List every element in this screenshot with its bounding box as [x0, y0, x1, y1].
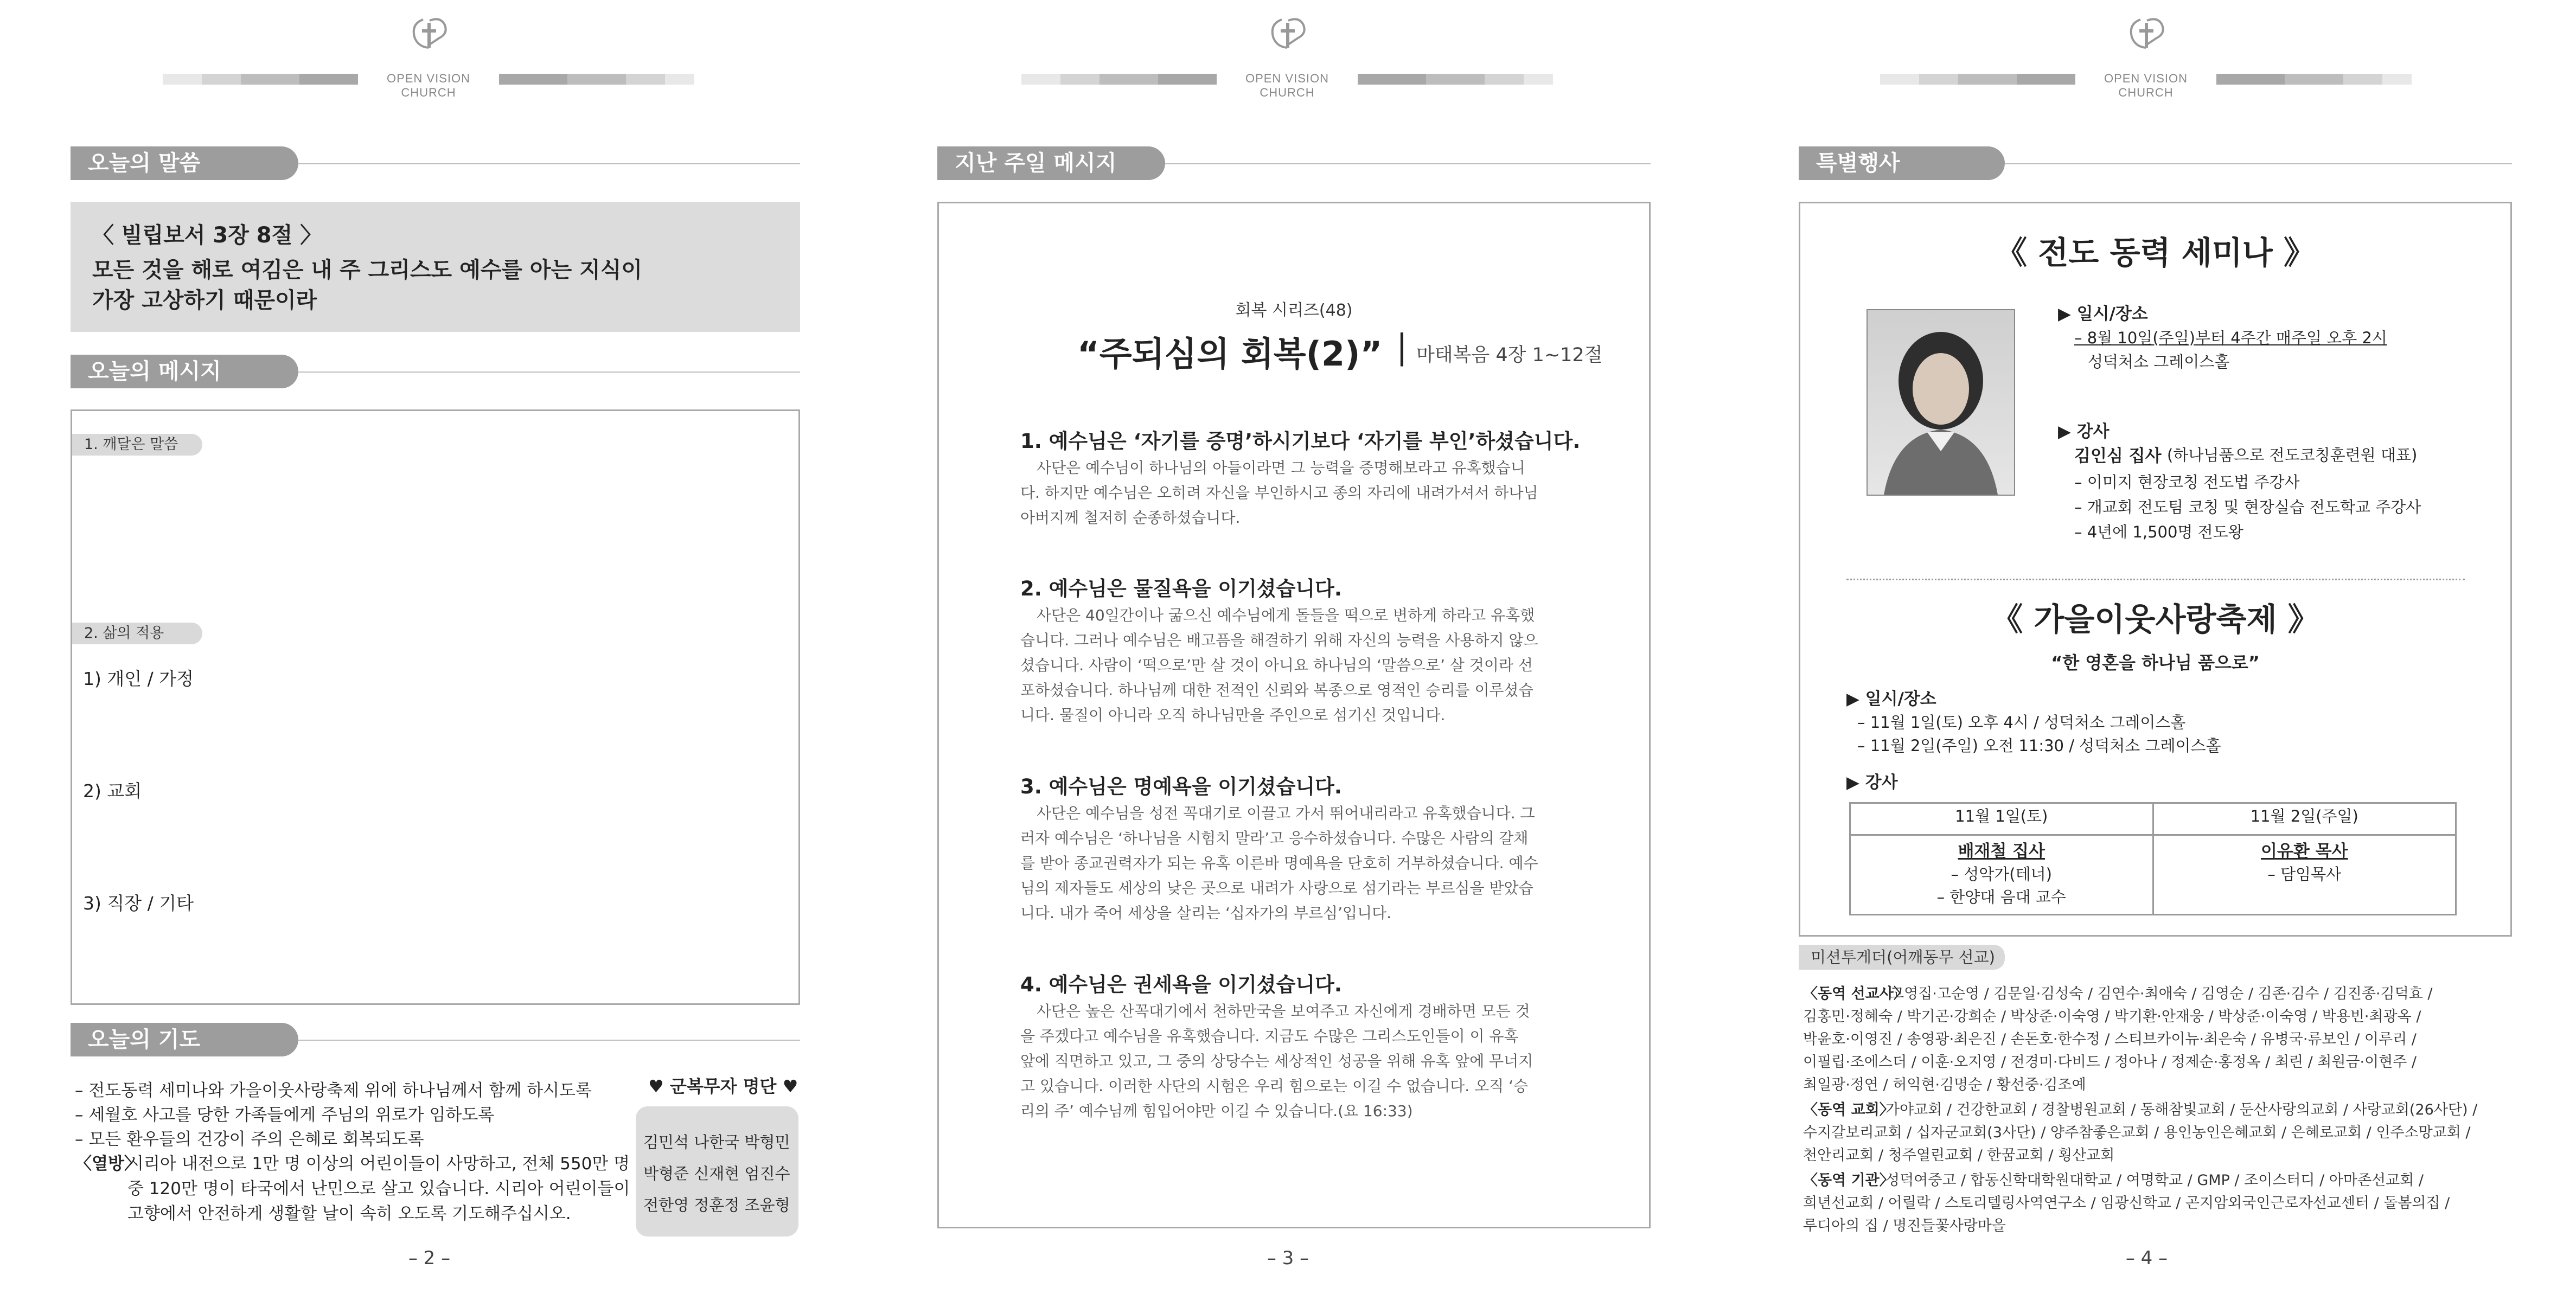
sermon-point-text: 다. 하지만 예수님은 오히려 자신을 부인하시고 종의 자리에 내려가셔서 하나님	[1020, 484, 1538, 502]
sermon-point-text: 사단은 예수님이 하나님의 아들이라면 그 능력을 증명해보라고 유혹했습니	[1037, 459, 1525, 477]
church-logo-icon	[1267, 15, 1310, 53]
mission-group-line: 천안리교회 / 청주열린교회 / 한꿈교회 / 횡산교회	[1803, 1147, 2115, 1164]
seminar-speaker-bio: – 개교회 전도팀 코칭 및 현장실습 전도학교 주강사	[2074, 498, 2421, 516]
events-divider	[1846, 579, 2465, 580]
mission-group-label: 〈동역 기관〉	[1803, 1172, 1894, 1189]
church-logo-icon	[408, 15, 451, 53]
page-number: – 3 –	[1267, 1247, 1309, 1269]
sermon-point-heading: 2. 예수님은 물질욕을 이기셨습니다.	[1020, 577, 1342, 600]
header-strip-right	[2216, 74, 2412, 85]
page-4	[1717, 0, 2576, 1294]
seminar-speaker-bio: – 이미지 현장코칭 전도법 주강사	[2074, 473, 2300, 491]
application-church: 2) 교회	[83, 780, 142, 802]
seminar-title: 《 전도 동력 세미나 》	[1996, 234, 2315, 271]
festival-speakers-table	[1849, 802, 2457, 915]
mission-group-line: 희년선교회 / 어릴락 / 스토리텔링사역연구소 / 임광신학교 / 곤지암외국인근로자선교센터 / 돌봄의집 /	[1803, 1195, 2450, 1212]
sermon-box	[937, 202, 1651, 1228]
sermon-scripture: 마태복음 4장 1~12절	[1416, 344, 1603, 366]
sermon-point-text: 를 받아 종교권력자가 되는 유혹 이른바 명예욕을 단호히 거부하셨습니다. 예수	[1020, 854, 1538, 872]
sermon-title-separator: |	[1396, 327, 1408, 367]
church-header	[0, 15, 859, 99]
military-list-row: 전한영 정훈정 조윤형	[643, 1196, 790, 1214]
today-word-tag: 오늘의 말씀	[71, 146, 298, 180]
mission-group-line: 이필립·조에스더 / 이훈·오지영 / 전경미·다비드 / 정아나 / 정제순·홍정옥 / 최린 / 최원금·이현주 /	[1803, 1054, 2417, 1071]
sermon-title: “주되심의 회복(2)”	[1077, 334, 1383, 374]
today-message-tag: 오늘의 메시지	[71, 355, 298, 388]
festival-title: 《 가을이웃사랑축제 》	[1991, 601, 2319, 638]
festival-speaker-label: ▶ 강사	[1846, 773, 1898, 792]
sermon-point-text: 사단은 예수님을 성전 꼭대기로 이끌고 가서 뛰어내리라고 유혹했습니다. 그	[1037, 804, 1535, 822]
military-list-row: 박형준 신재현 엄진수	[643, 1164, 790, 1183]
sermon-point-text: 포하셨습니다. 하나님께 대한 전적인 신뢰와 복종으로 영적인 승리를 이루셨습	[1020, 681, 1533, 699]
speaker-portrait-icon	[1868, 310, 2014, 495]
header-strip-left	[1880, 74, 2075, 85]
sermon-point-text: 아버지께 철저히 순종하셨습니다.	[1020, 509, 1241, 527]
header-strip-left	[163, 74, 358, 85]
church-header	[1717, 15, 2576, 99]
sermon-point-text: 리의 주’ 예수님께 힘입어야만 이길 수 있습니다.(요 16:33)	[1020, 1102, 1413, 1120]
tag-divider	[298, 1040, 800, 1041]
sermon-point-text: 셨습니다. 사람이 ‘떡으로’만 살 것이 아니요 하나님의 ‘말씀으로’ 살 것이라 선	[1020, 656, 1533, 674]
sermon-point-heading: 4. 예수님은 권세욕을 이기셨습니다.	[1020, 973, 1342, 996]
sermon-point-text: 러자 예수님은 ‘하나님을 시험치 말라’고 응수하셨습니다. 수많은 사람의 갈채	[1020, 829, 1529, 847]
mission-group-label: 〈동역 선교사〉	[1803, 985, 1908, 1002]
sermon-point-text: 니다. 물질이 아니라 오직 하나님만을 주인으로 섬기신 것입니다.	[1020, 706, 1446, 724]
festival-when-label: ▶ 일시/장소	[1846, 689, 1936, 709]
table-header-day1: 11월 1일(토)	[1850, 803, 2153, 835]
page-number: – 4 –	[2125, 1247, 2168, 1269]
seminar-when-date: – 8월 10일(주일)부터 4주간 매주일 오후 2시	[2074, 329, 2387, 347]
sermon-series: 회복 시리즈(48)	[1235, 301, 1353, 320]
military-list-row: 김민석 나한국 박형민	[643, 1133, 790, 1151]
message-notes-box	[71, 409, 800, 1005]
speaker-detail: – 한양대 음대 교수	[1936, 888, 2066, 906]
sermon-point-heading: 1. 예수님은 ‘자기를 증명’하시기보다 ‘자기를 부인’하셨습니다.	[1020, 430, 1581, 453]
special-event-tag: 특별행사	[1799, 146, 2005, 180]
festival-subtitle: “한 영혼을 하나님 품으로”	[2051, 652, 2260, 673]
church-name: OPEN VISION CHURCH	[1245, 72, 1329, 99]
header-strip-right	[1358, 74, 1553, 85]
last-sunday-message-tag: 지난 주일 메시지	[937, 146, 1165, 180]
speaker-cell-day1	[1850, 835, 2153, 915]
header-strip-right	[499, 74, 694, 85]
sermon-point-text: 습니다. 그러나 예수님은 배고픔을 해결하기 위해 자신의 능력을 사용하지 않으	[1020, 631, 1538, 649]
mission-group-line: 고영집·고순영 / 김문일·김성숙 / 김연수·최애숙 / 김영순 / 김존·김수 / 김진종·김덕효 /	[1890, 985, 2433, 1002]
military-list-title: ♥ 군복무자 명단 ♥	[648, 1076, 798, 1097]
verse-line-1: 모든 것을 해로 여김은 내 주 그리스도 예수를 아는 지식이	[92, 258, 643, 283]
mission-group-line: 김홍민·정혜숙 / 박기곤·강희순 / 박상준·이숙영 / 박기환·안재웅 / 박상준·이숙영 / 박용빈·최광옥 /	[1803, 1008, 2421, 1025]
military-list-box	[636, 1106, 798, 1237]
events-box	[1799, 202, 2512, 937]
prayer-item: – 세월호 사고를 당한 가족들에게 주님의 위로가 임하도록	[75, 1105, 495, 1125]
prayer-item: – 전도동력 세미나와 가을이웃사랑축제 위에 하나님께서 함께 하시도록	[75, 1081, 592, 1100]
speaker-name: 이유환 목사	[2260, 842, 2348, 861]
speaker-detail: – 성악가(테너)	[1951, 865, 2052, 883]
prayer-item: – 모든 환우들의 건강이 주의 은혜로 회복되도록	[75, 1130, 424, 1149]
verse-box	[71, 202, 800, 332]
tag-divider	[1165, 163, 1651, 164]
mission-group-line: 성덕여중고 / 합동신학대학원대학교 / 여명학교 / GMP / 조이스터디 / 아마존선교회 /	[1885, 1172, 2424, 1189]
sermon-point-text: 을 주겠다고 예수님을 유혹했습니다. 지금도 수많은 그리스도인들이 이 유혹	[1020, 1027, 1519, 1045]
mission-group-line: 최일광·정연 / 허익현·김명순 / 황선중·김조예	[1803, 1077, 2086, 1093]
church-header	[859, 15, 1717, 99]
seminar-speaker-name: 김인심 집사	[2074, 446, 2162, 466]
mission-together-pill: 미션투게더(어깨동무 선교)	[1799, 945, 2005, 970]
life-application-pill: 2. 삶의 적용	[72, 623, 202, 644]
seminar-speaker-bio: – 4년에 1,500명 전도왕	[2074, 523, 2243, 541]
mission-group-line: 루디아의 집 / 명진들꽃사랑마을	[1803, 1218, 2006, 1234]
application-work: 3) 직장 / 기타	[83, 893, 194, 914]
sermon-point-text: 앞에 직면하고 있고, 그 중의 상당수는 세상적인 성공을 위해 유혹 앞에 무너지	[1020, 1052, 1533, 1070]
today-prayer-tag: 오늘의 기도	[71, 1023, 298, 1056]
speaker-detail: – 담임목사	[2267, 865, 2342, 883]
prayer-nations-line-1: 시리아 내전으로 1만 명 이상의 어린이들이 사망하고, 전체 550만 명	[127, 1154, 630, 1174]
application-personal: 1) 개인 / 가정	[83, 668, 194, 689]
sermon-point-text: 사단은 40일간이나 굶으신 예수님에게 돌들을 떡으로 변하게 하라고 유혹했	[1037, 606, 1535, 624]
speaker-cell-day2	[2153, 835, 2456, 915]
seminar-when-label: ▶ 일시/장소	[2058, 304, 2148, 324]
festival-when-item: – 11월 2일(주일) 오전 11:30 / 성덕처소 그레이스홀	[1857, 736, 2221, 755]
verse-reference: 〈 빌립보서 3장 8절 〉	[92, 223, 322, 248]
prayer-nations-line-2: 중 120만 명이 타국에서 난민으로 살고 있습니다. 시리아 어린이들이	[127, 1179, 630, 1199]
page-2	[0, 0, 859, 1294]
church-name: OPEN VISION CHURCH	[2104, 72, 2188, 99]
mission-group-line: 박윤호·이영진 / 송영광·최은진 / 손돈호·한수정 / 스티브카이뉴·최은숙 / 유병국·류보인 / 이루리 /	[1803, 1031, 2417, 1048]
mission-group-label: 〈동역 교회〉	[1803, 1101, 1894, 1118]
church-name: OPEN VISION CHURCH	[386, 72, 471, 99]
speaker-name: 배재철 집사	[1958, 842, 2046, 861]
tag-divider	[298, 371, 800, 373]
prayer-nations-label: 〈열방〉	[75, 1154, 141, 1174]
table-header-day2: 11월 2일(주일)	[2153, 803, 2456, 835]
seminar-speaker-org: (하나님품으로 전도코칭훈련원 대표)	[2167, 446, 2418, 464]
seminar-speaker-label: ▶ 강사	[2058, 422, 2110, 441]
tag-divider	[298, 163, 800, 164]
church-logo-icon	[2125, 15, 2169, 53]
header-strip-left	[1021, 74, 1217, 85]
verse-line-2: 가장 고상하기 때문이라	[92, 288, 317, 313]
understood-word-pill: 1. 깨달은 말씀	[72, 434, 202, 456]
tag-divider	[2005, 163, 2512, 164]
page-3	[859, 0, 1717, 1294]
sermon-point-heading: 3. 예수님은 명예욕을 이기셨습니다.	[1020, 775, 1342, 798]
sermon-point-text: 고 있습니다. 이러한 사단의 시험은 우리 힘으로는 이길 수 없습니다. 오직 ‘승	[1020, 1077, 1529, 1095]
page-number: – 2 –	[408, 1247, 451, 1269]
sermon-point-text: 니다. 내가 죽어 세상을 살리는 ‘십자가의 부르심’입니다.	[1020, 904, 1392, 922]
prayer-nations-line-3: 고향에서 안전하게 생활할 날이 속히 오도록 기도해주십시오.	[127, 1204, 571, 1223]
mission-group-line: 가야교회 / 건강한교회 / 경찰병원교회 / 동해참빛교회 / 둔산사랑의교회 / 사랑교회(26사단) /	[1885, 1101, 2478, 1118]
sermon-point-text: 님의 제자들도 세상의 낮은 곳으로 내려가 사랑으로 섬기라는 부르심을 받았습	[1020, 879, 1533, 897]
festival-when-item: – 11월 1일(토) 오후 4시 / 성덕처소 그레이스홀	[1857, 713, 2186, 732]
speaker-photo	[1867, 309, 2015, 496]
seminar-when-place: 성덕처소 그레이스홀	[2088, 353, 2230, 371]
mission-group-line: 수지갈보리교회 / 십자군교회(3사단) / 양주참좋은교회 / 용인농인은혜교회 / 은혜로교회 / 인주소망교회 /	[1803, 1124, 2471, 1141]
sermon-point-text: 사단은 높은 산꼭대기에서 천하만국을 보여주고 자신에게 경배하면 모든 것	[1037, 1002, 1530, 1020]
